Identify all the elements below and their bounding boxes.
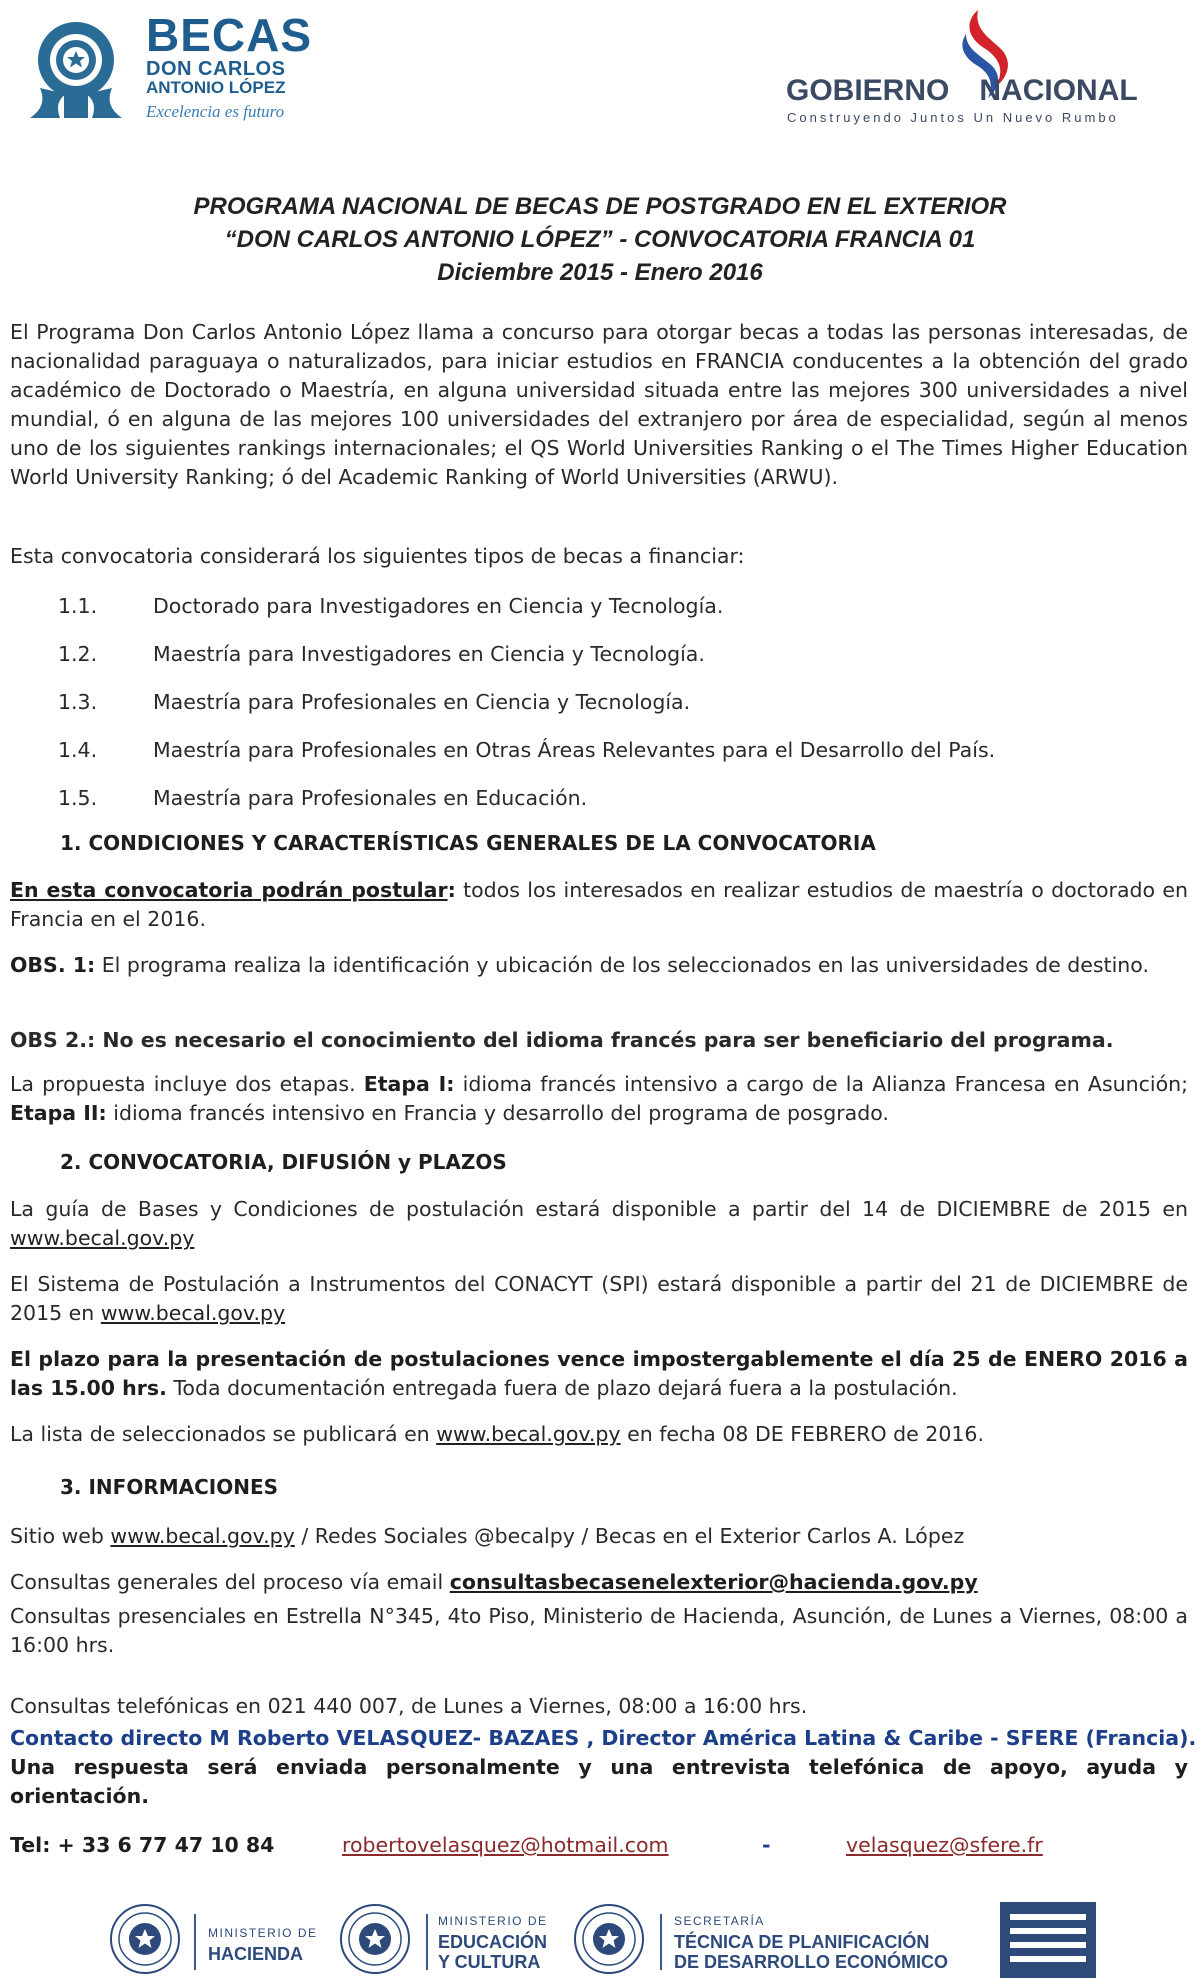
gobierno-tagline: Construyendo Juntos Un Nuevo Rumbo (787, 110, 1119, 125)
contact-director: Contacto directo M Roberto VELASQUEZ- BAZAES , Director América Latina & Caribe - SFERE (Francia). (10, 1726, 1197, 1750)
educacion-small: MINISTERIO DE (438, 1914, 548, 1928)
results-tail: en fecha 08 DE FEBRERO de 2016. (620, 1422, 984, 1446)
section-1-heading: 1. CONDICIONES Y CARACTERÍSTICAS GENERALES DE LA CONVOCATORIA (60, 831, 876, 855)
phone-paragraph: Consultas telefónicas en 021 440 007, de Lunes a Viernes, 08:00 a 16:00 hrs. (10, 1694, 808, 1718)
intro-paragraph: El Programa Don Carlos Antonio López llama a concurso para otorgar becas a todas las personas interesadas, de nacionalidad paraguaya o naturalizados, para iniciar estudios en FRANCIA conducentes a la obtención del grado académico de Doctorado o Maestría, en alguna universidad situada entre las mejores 300 universidades a nivel mundial, ó en alguna de las mejores 100 universidades del extranjero por área de especialidad, según al menos uno de los siguientes rankings internacionales; el QS World Universities Ranking o el The Times Higher Education World University Ranking; ó del Academic Ranking of World Universities (ARWU). (10, 320, 1188, 489)
list-item-number: 1.1. (58, 594, 98, 618)
stages-text-e: idioma francés intensivo en Francia y desarrollo del programa de posgrado. (106, 1101, 889, 1125)
list-item (58, 684, 995, 732)
becal-link[interactable]: www.becal.gov.py (100, 1301, 286, 1325)
paraguay-seal-icon (572, 1902, 646, 1976)
hacienda-big: HACIENDA (208, 1944, 304, 1964)
footer-divider (660, 1914, 662, 1970)
guide-paragraph (10, 1195, 1188, 1253)
list-item-number: 1.3. (58, 690, 98, 714)
deadline-paragraph (10, 1345, 1188, 1403)
guide-text: La guía de Bases y Condiciones de postulación estará disponible a partir del 14 de DICIEMBRE de 2015 en (10, 1197, 1188, 1221)
stp-small: SECRETARÍA (674, 1914, 765, 1928)
stages-text-a: La propuesta incluye dos etapas. (10, 1072, 364, 1096)
list-item (58, 588, 995, 636)
list-item (58, 732, 995, 780)
phone-number: Tel: + 33 6 77 47 10 84 (10, 1833, 275, 1857)
educacion-big-2: Y CULTURA (438, 1952, 541, 1972)
becas-logo-tagline: Excelencia es futuro (146, 102, 285, 121)
eligibility-paragraph (10, 876, 1188, 934)
consultas-email-link[interactable]: consultasbecasenelexterior@hacienda.gov.py (449, 1570, 978, 1594)
paraguay-seal-icon (338, 1902, 412, 1976)
website-paragraph (10, 1522, 1188, 1551)
list-item (58, 636, 995, 684)
deadline-text: Toda documentación entregada fuera de plazo dejará fuera a la postulación. (166, 1376, 958, 1400)
stp-big-1: TÉCNICA DE PLANIFICACIÓN (674, 1932, 930, 1952)
list-item-text: Maestría para Profesionales en Otras Áreas Relevantes para el Desarrollo del País. (153, 738, 996, 762)
gobierno-wordmark (786, 74, 1138, 108)
stp-emblem-icon (1000, 1902, 1096, 1978)
becas-logo-word: BECAS (146, 9, 313, 61)
obs-1-label: OBS. 1: (10, 953, 96, 977)
hacienda-small: MINISTERIO DE (208, 1926, 318, 1940)
gobierno-word-a: GOBIERNO (786, 74, 950, 107)
list-item-text: Maestría para Profesionales en Educación. (153, 786, 588, 810)
contact-paragraph (10, 1724, 1197, 1811)
title-line-3: Diciembre 2015 - Enero 2016 (437, 259, 763, 286)
list-item-text: Doctorado para Investigadores en Ciencia y Tecnología. (153, 594, 724, 618)
obs-1-paragraph (10, 951, 1188, 980)
results-paragraph (10, 1420, 1188, 1449)
email-text: Consultas generales del proceso vía email (10, 1570, 450, 1594)
footer-divider (426, 1914, 428, 1970)
becas-logo-line2: ANTONIO LÓPEZ (146, 78, 286, 97)
spi-paragraph (10, 1270, 1188, 1328)
in-person-paragraph: Consultas presenciales en Estrella N°345, 4to Piso, Ministerio de Hacienda, Asunción, de Lunes a Viernes, 08:00 a 16:00 hrs. (10, 1604, 1188, 1657)
list-item-text: Maestría para Profesionales en Ciencia y Tecnología. (153, 690, 691, 714)
hotmail-email-link[interactable]: robertovelasquez@hotmail.com (342, 1833, 669, 1857)
list-item-number: 1.2. (58, 642, 98, 666)
stp-big-2: DE DESARROLLO ECONÓMICO (674, 1952, 949, 1972)
sfere-email-link[interactable]: velasquez@sfere.fr (846, 1833, 1043, 1857)
gobierno-logo (780, 8, 1190, 128)
deadline-bold: El plazo para la presentación de postulaciones vence impostergablemente el día 25 de ENERO 2016 a las 15.00 hrs. (10, 1347, 1188, 1400)
becas-emblem-icon (20, 10, 132, 122)
list-item (58, 780, 995, 828)
obs-2-paragraph: OBS 2.: No es necesario el conocimiento del idioma francés para ser beneficiario del programa. (10, 1028, 1114, 1052)
title-line-2: “DON CARLOS ANTONIO LÓPEZ” - CONVOCATORIA FRANCIA 01 (224, 226, 976, 253)
obs-1-text: El programa realiza la identificación y ubicación de los seleccionados en las universidades de destino. (95, 953, 1149, 977)
stage-1-label: Etapa I: (363, 1072, 455, 1096)
gobierno-word-b: NACIONAL (979, 74, 1138, 107)
scholarship-types-list (58, 588, 995, 828)
document-title (0, 190, 1200, 289)
eligibility-text: todos los interesados en realizar estudios de maestría o doctorado en Francia en el 2016. (10, 878, 1188, 931)
becas-logo (20, 8, 320, 128)
footer-logos (100, 1900, 1100, 1980)
types-intro: Esta convocatoria considerará los siguientes tipos de becas a financiar: (10, 544, 745, 568)
list-item-text: Maestría para Investigadores en Ciencia y Tecnología. (153, 642, 705, 666)
email-separator: - (762, 1833, 771, 1857)
educacion-big-1: EDUCACIÓN (438, 1932, 548, 1952)
becal-link[interactable]: www.becal.gov.py (436, 1422, 621, 1446)
website-text-a: Sitio web (10, 1524, 111, 1548)
section-2-heading: 2. CONVOCATORIA, DIFUSIÓN y PLAZOS (60, 1150, 507, 1174)
website-text-b: / Redes Sociales @becalpy / Becas en el Exterior Carlos A. López (294, 1524, 965, 1548)
results-text: La lista de seleccionados se publicará en (10, 1422, 437, 1446)
email-paragraph (10, 1568, 1188, 1597)
becas-logo-line1: DON CARLOS (146, 58, 286, 80)
list-item-number: 1.4. (58, 738, 98, 762)
contact-response: Una respuesta será enviada personalmente y una entrevista telefónica de apoyo, ayuda y orientación. (10, 1755, 1188, 1808)
eligibility-colon: : (447, 878, 456, 902)
paraguay-seal-icon (108, 1902, 182, 1976)
spi-text: El Sistema de Postulación a Instrumentos del CONACYT (SPI) estará disponible a partir del 21 de DICIEMBRE de 2015 en (10, 1272, 1188, 1325)
stages-text-c: idioma francés intensivo a cargo de la Alianza Francesa en Asunción; (454, 1072, 1189, 1096)
becal-link[interactable]: www.becal.gov.py (10, 1226, 195, 1250)
stage-2-label: Etapa II: (10, 1101, 107, 1125)
section-3-heading: 3. INFORMACIONES (60, 1475, 279, 1499)
eligibility-label: En esta convocatoria podrán postular (10, 878, 448, 902)
becal-link[interactable]: www.becal.gov.py (110, 1524, 295, 1548)
title-line-1: PROGRAMA NACIONAL DE BECAS DE POSTGRADO EN EL EXTERIOR (193, 193, 1007, 220)
footer-divider (194, 1914, 196, 1970)
list-item-number: 1.5. (58, 786, 98, 810)
stages-paragraph (10, 1070, 1188, 1128)
